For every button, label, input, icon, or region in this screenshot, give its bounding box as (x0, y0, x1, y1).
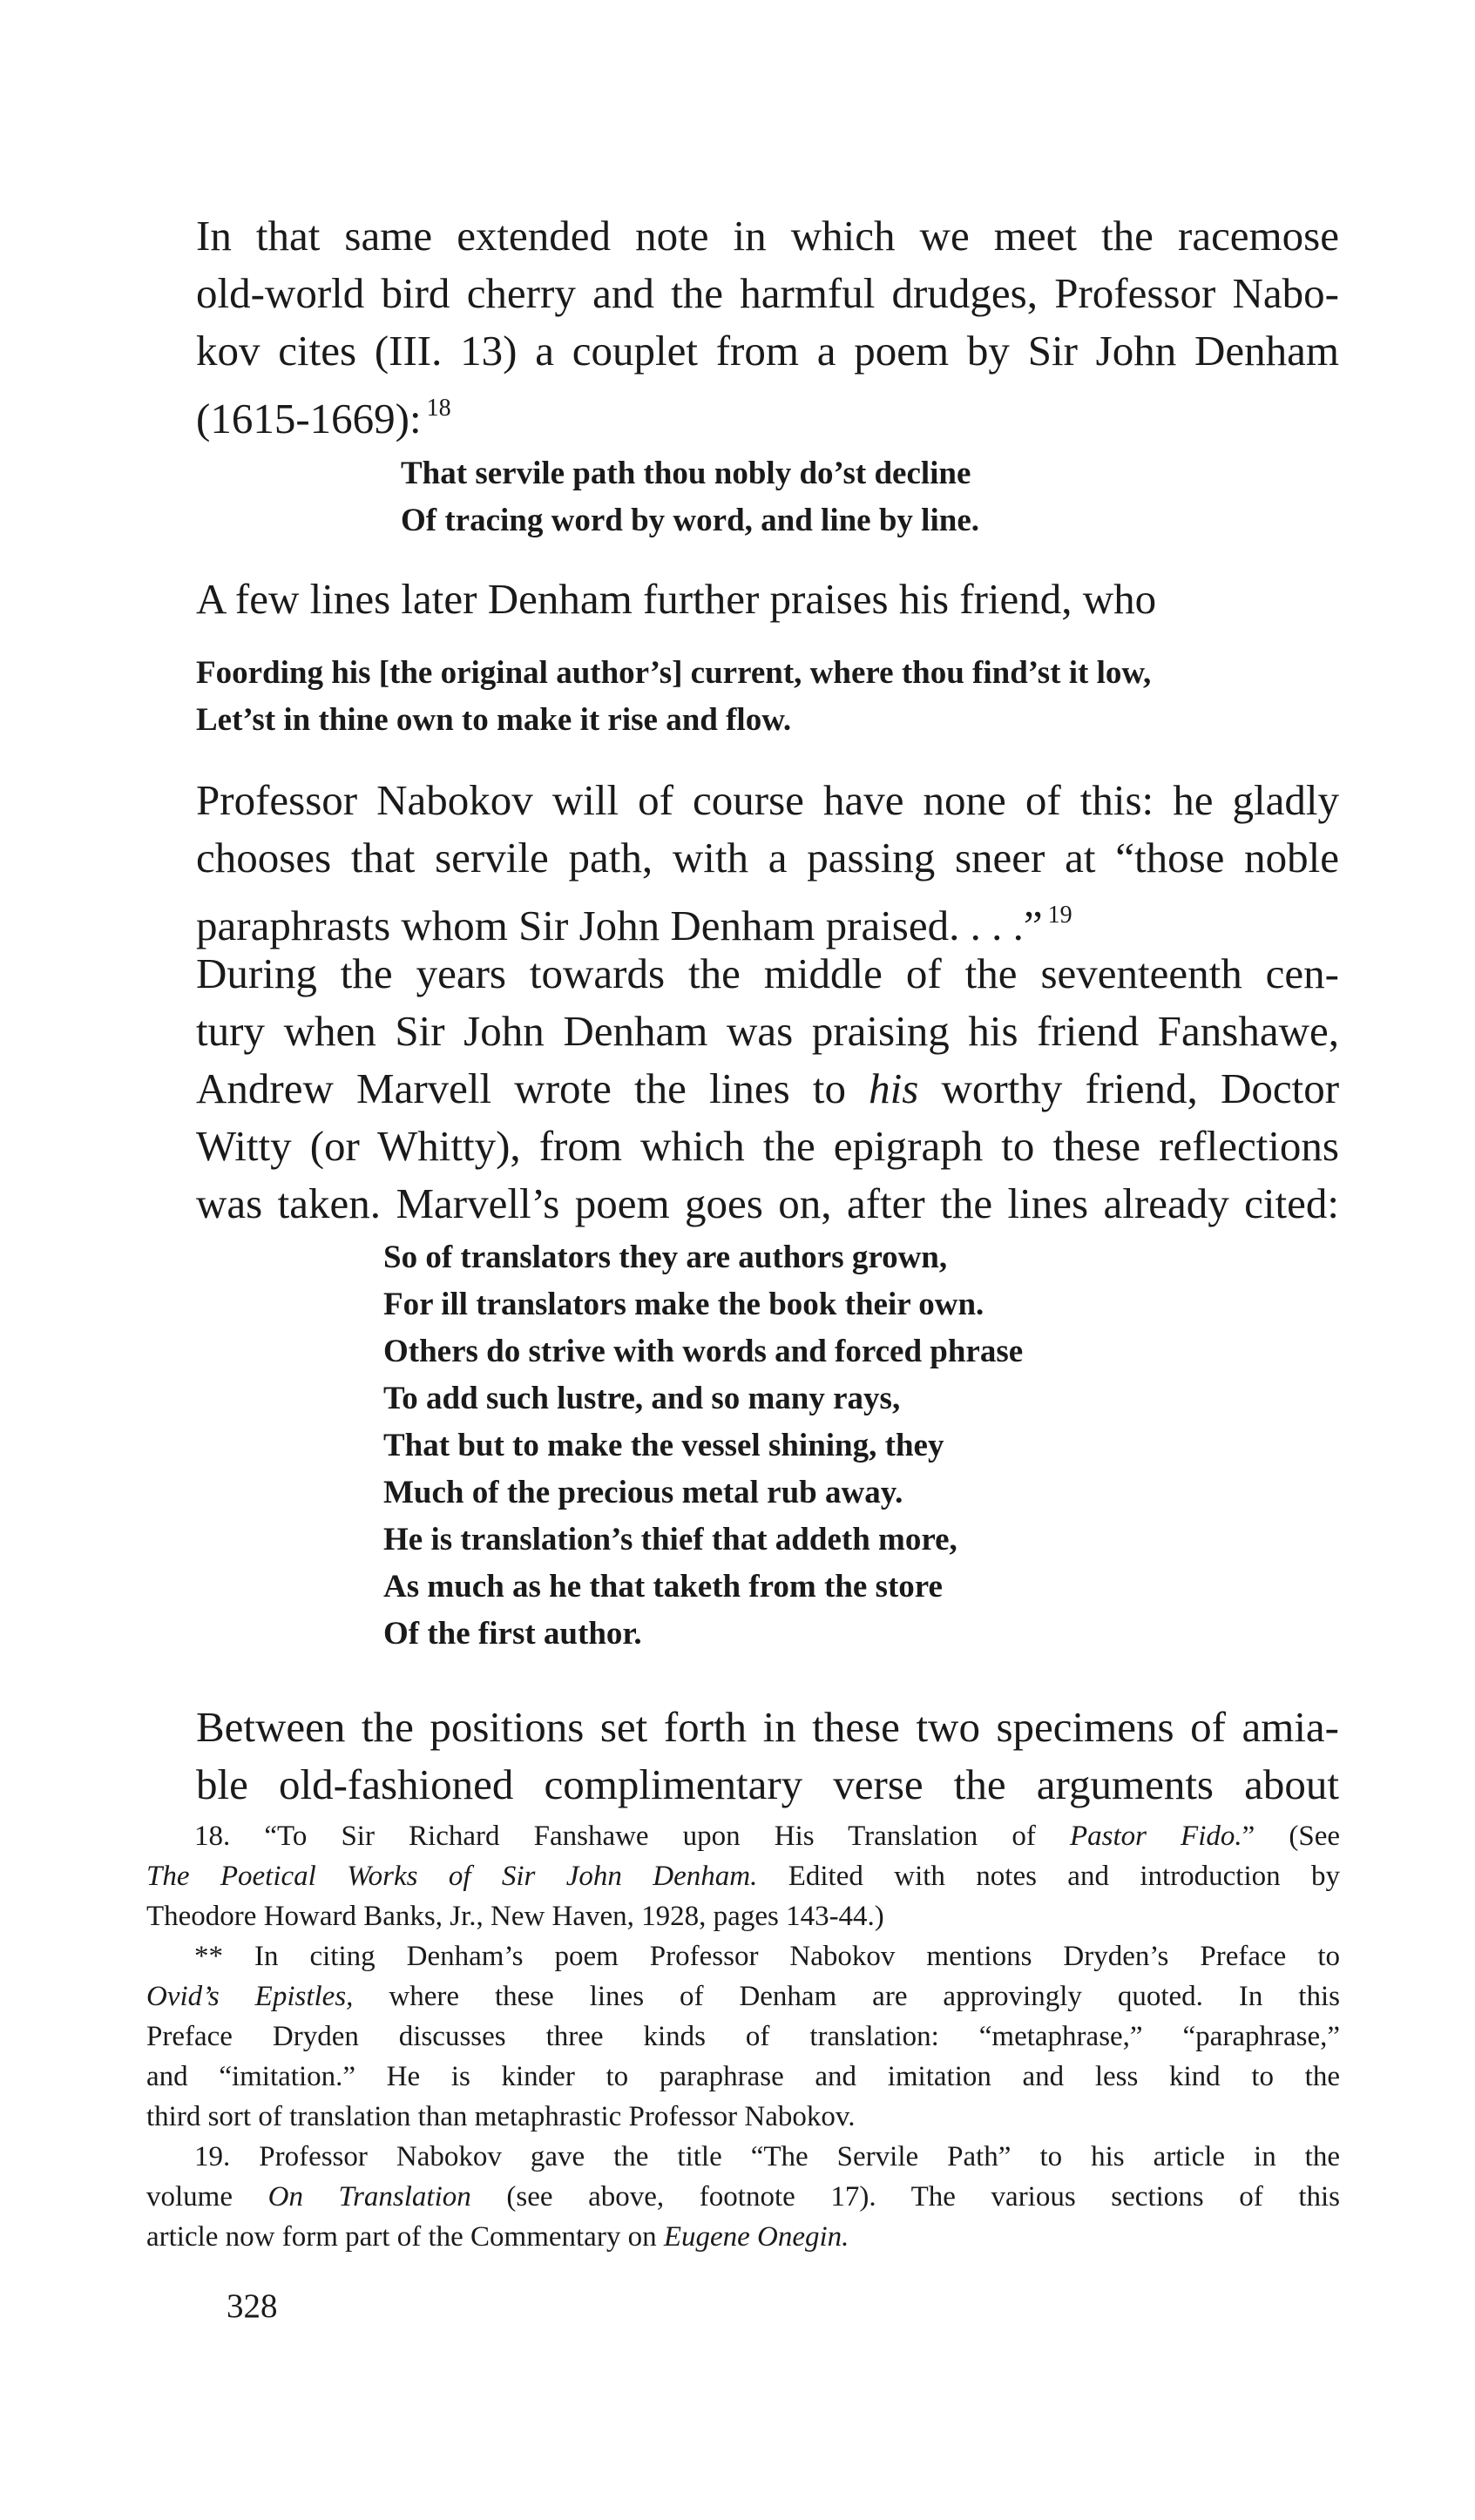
footnote-line (146, 2217, 1340, 2257)
footnote-text: (see above, footnote 17). The various sections of this (506, 2181, 1341, 2213)
footnote-ref-19: 19 (1047, 902, 1072, 929)
body-line (196, 887, 1339, 949)
footnote-text: article now form part of the Commentary on (146, 2221, 657, 2253)
verse-line: Others do strive with words and forced phrase (383, 1334, 1024, 1369)
verse-quote-3 (383, 1234, 1023, 1658)
verse-line: Let’st in thine own to make it rise and flow. (196, 702, 792, 738)
body-text: (1615-1669): (196, 395, 422, 443)
body-line: Witty (or Whitty), from which the epigraph to these reflections (196, 1122, 1339, 1170)
footnote-text: Edited with notes and introduction by (788, 1861, 1341, 1892)
emphasis: his (869, 1064, 919, 1112)
body-line: Between the positions set forth in these two specimens of amia- (196, 1703, 1339, 1751)
footnote-line: third sort of translation than metaphrastic Professor Nabokov. (146, 2101, 856, 2132)
verse-line: For ill translators make the book their own. (383, 1287, 984, 1322)
emphasis: Pastor Fido. (1069, 1821, 1242, 1852)
footnotes (146, 1816, 1340, 2257)
body-line: A few lines later Denham further praises his friend, who (196, 575, 1157, 623)
paragraph-1 (196, 207, 1339, 443)
verse-line: Of tracing word by word, and line by line. (401, 503, 979, 538)
verse-line: Of the first author. (383, 1616, 642, 1652)
body-line (196, 1060, 1339, 1118)
verse-quote-1 (401, 450, 979, 544)
footnote-ref-18: 18 (426, 395, 451, 422)
page-number: 328 (227, 2287, 278, 2325)
paragraph-3 (196, 772, 1339, 949)
footnote-line: Theodore Howard Banks, Jr., New Haven, 1928, pages 143-44.) (146, 1901, 884, 1932)
body-text: paraphrasts whom Sir John Denham praised. . . .” (196, 902, 1043, 949)
body-line: kov cites (III. 13) a couplet from a poem by Sir John Denham (196, 327, 1339, 375)
paragraph-4 (196, 945, 1339, 1233)
paragraph-2 (196, 571, 1339, 628)
footnote-line (146, 2177, 1340, 2217)
verse-quote-2 (196, 650, 1151, 744)
footnote-19: 19. Professor Nabokov gave the title “The Servile Path” to his article in the (194, 2141, 1340, 2172)
verse-line: As much as he that taketh from the store (383, 1569, 943, 1605)
emphasis: Eugene Onegin. (663, 2221, 849, 2253)
footnote-18 (146, 1816, 1340, 1856)
verse-line: That but to make the vessel shining, they (383, 1428, 944, 1463)
verse-line: To add such lustre, and so many rays, (383, 1381, 901, 1416)
body-line: chooses that servile path, with a passing sneer at “those noble (196, 834, 1339, 882)
emphasis: On Translation (267, 2181, 471, 2213)
emphasis: The Poetical Works of Sir John Denham. (146, 1861, 758, 1892)
verse-line: So of translators they are authors grown, (383, 1240, 948, 1275)
emphasis: Ovid’s Epistles, (146, 1981, 354, 2012)
footnote-line: Preface Dryden discusses three kinds of translation: “metaphrase,” “paraphrase,” (146, 2021, 1340, 2052)
verse-line: Foording his [the original author’s] current, where thou find’st it low, (196, 655, 1152, 691)
body-line: Professor Nabokov will of course have none of this: he gladly (196, 776, 1339, 824)
footnote-text: 18. “To Sir Richard Fanshawe upon His Translation of (194, 1821, 1036, 1852)
verse-line: He is translation’s thief that addeth more, (383, 1522, 957, 1557)
footnote-text: volume (146, 2181, 233, 2213)
verse-line: Much of the precious metal rub away. (383, 1475, 903, 1510)
footnote-line (146, 1976, 1340, 2017)
footnote-text: where these lines of Denham are approvingly quoted. In this (389, 1981, 1340, 2012)
footnote-text: ” (See (1242, 1821, 1341, 1852)
footnote-line (146, 1856, 1340, 1896)
body-line: was taken. Marvell’s poem goes on, after the lines already cited: (196, 1179, 1339, 1227)
footnote-line: and “imitation.” He is kinder to paraphrase and imitation and less kind to the (146, 2061, 1340, 2092)
footnote-star: ** In citing Denham’s poem Professor Nabokov mentions Dryden’s Preface to (194, 1941, 1340, 1972)
paragraph-5 (196, 1699, 1339, 1814)
body-text: Andrew Marvell wrote the lines to (196, 1064, 846, 1112)
body-line: ble old-fashioned complimentary verse the arguments about (196, 1760, 1339, 1808)
body-line: old-world bird cherry and the harmful drudges, Professor Nabo- (196, 269, 1339, 317)
body-text: worthy friend, Doctor (941, 1064, 1340, 1112)
verse-line: That servile path thou nobly do’st decline (401, 456, 971, 491)
body-line: In that same extended note in which we meet the racemose (196, 212, 1339, 260)
body-line (196, 380, 1339, 443)
body-line: During the years towards the middle of the seventeenth cen- (196, 949, 1339, 997)
body-line: tury when Sir John Denham was praising his friend Fanshawe, (196, 1007, 1339, 1055)
